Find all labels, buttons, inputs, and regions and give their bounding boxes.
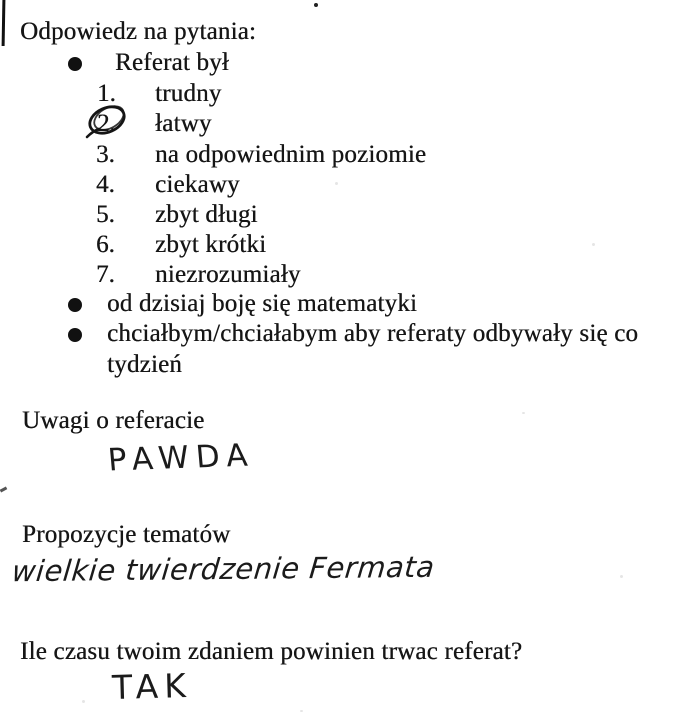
option-number: 1.: [97, 80, 116, 107]
statement-text-line1: chciałbym/chciałabym aby referaty odbywały się co: [107, 320, 639, 347]
page-title: Odpowiedz na pytania:: [20, 18, 257, 45]
option-number: 4.: [96, 171, 115, 198]
option-number: 3.: [96, 141, 115, 168]
question-label: Referat był: [115, 49, 229, 76]
scan-speck: [620, 575, 623, 578]
bullet-icon: [68, 328, 82, 342]
option-number: 5.: [96, 201, 115, 228]
section-label-propozycje: Propozycje tematów: [22, 521, 231, 548]
option-label: ciekawy: [155, 171, 240, 198]
scan-speck: [335, 182, 338, 185]
option-label: zbyt krótki: [155, 231, 267, 258]
scan-artifact-dot: [314, 3, 318, 7]
bullet-icon: [68, 298, 82, 312]
scan-artifact-edge-line: [2, 0, 6, 46]
option-label: trudny: [155, 80, 222, 107]
option-number: 6.: [96, 231, 115, 258]
statement-text: od dzisiaj boję się matematyki: [107, 290, 418, 317]
scan-speck: [82, 700, 85, 703]
statement-text-line2: tydzień: [107, 351, 182, 378]
scan-speck: [592, 243, 595, 246]
option-label: niezrozumiały: [155, 261, 301, 288]
section-label-uwagi: Uwagi o referacie: [22, 407, 205, 434]
section-label-czas: Ile czasu twoim zdaniem powinien trwac referat?: [20, 638, 523, 665]
scan-speck: [522, 412, 525, 414]
option-label: łatwy: [155, 110, 212, 137]
handwritten-answer-uwagi: PAWDA: [106, 437, 256, 479]
scan-artifact-dash: [0, 487, 7, 493]
option-label: na odpowiednim poziomie: [155, 141, 427, 168]
option-number: 2.: [97, 110, 116, 137]
scan-speck: [300, 710, 303, 712]
handwritten-answer-czas: TAK: [111, 665, 193, 708]
handwritten-answer-propozycje: wielkie twierdzenie Fermata: [10, 549, 437, 589]
option-label: zbyt długi: [155, 201, 258, 228]
bullet-icon: [68, 57, 82, 71]
option-number: 7.: [96, 261, 115, 288]
hand-circle-annotation-icon: [82, 101, 132, 143]
